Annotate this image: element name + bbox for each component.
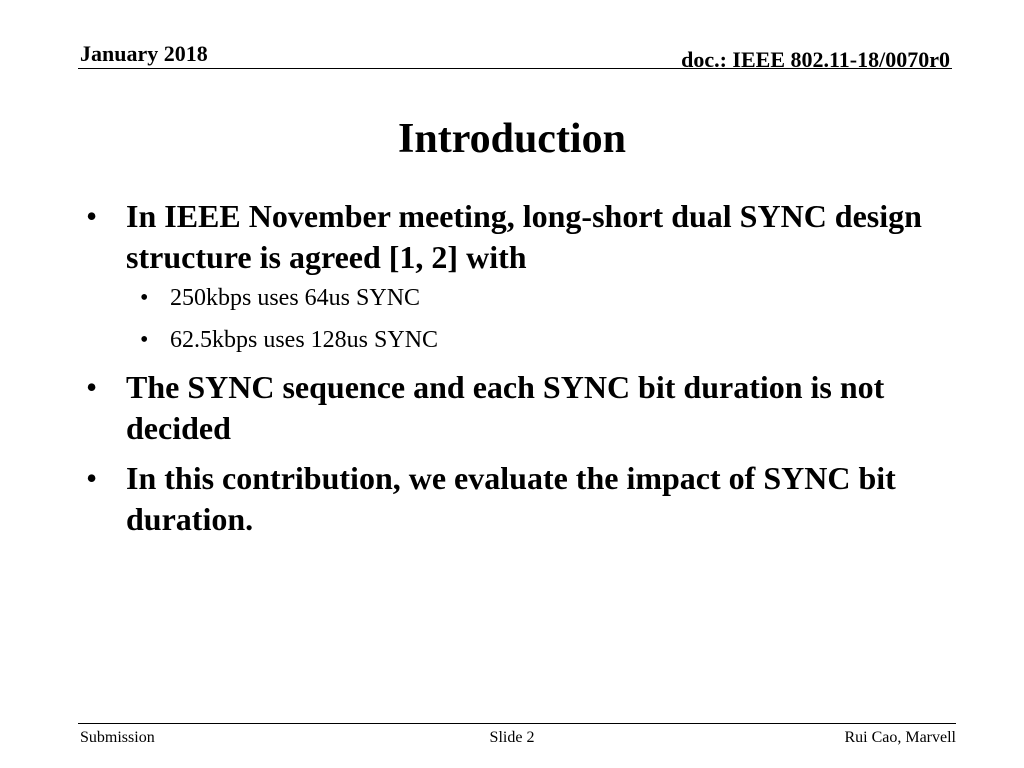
bullet-item: [82, 196, 952, 355]
sub-bullet-list: [126, 283, 952, 355]
bullet-text: In this contribution, we evaluate the impact of SYNC bit duration.: [126, 460, 896, 537]
header-date: January 2018: [80, 41, 208, 66]
footer-author: Rui Cao, Marvell: [844, 729, 956, 746]
slide-title: Introduction: [398, 116, 626, 162]
sub-bullet-item: • 250kbps uses 64us SYNC: [140, 283, 952, 313]
sub-bullet-item: • 62.5kbps uses 128us SYNC: [140, 325, 952, 355]
bullet-text: In IEEE November meeting, long-short dual SYNC design structure is agreed [1, 2] with: [126, 198, 922, 275]
bullet-item: [82, 458, 952, 540]
slide-content: [82, 196, 952, 549]
header-doc-id: doc.: IEEE 802.11-18/0070r0: [681, 47, 950, 72]
bullet-text: The SYNC sequence and each SYNC bit duration is not decided: [126, 369, 885, 446]
footer-divider: [78, 723, 956, 724]
header-divider: [78, 68, 952, 69]
footer-slide-number: Slide 2: [489, 729, 535, 746]
bullet-item: [82, 367, 952, 449]
footer-submission: Submission: [80, 729, 155, 746]
